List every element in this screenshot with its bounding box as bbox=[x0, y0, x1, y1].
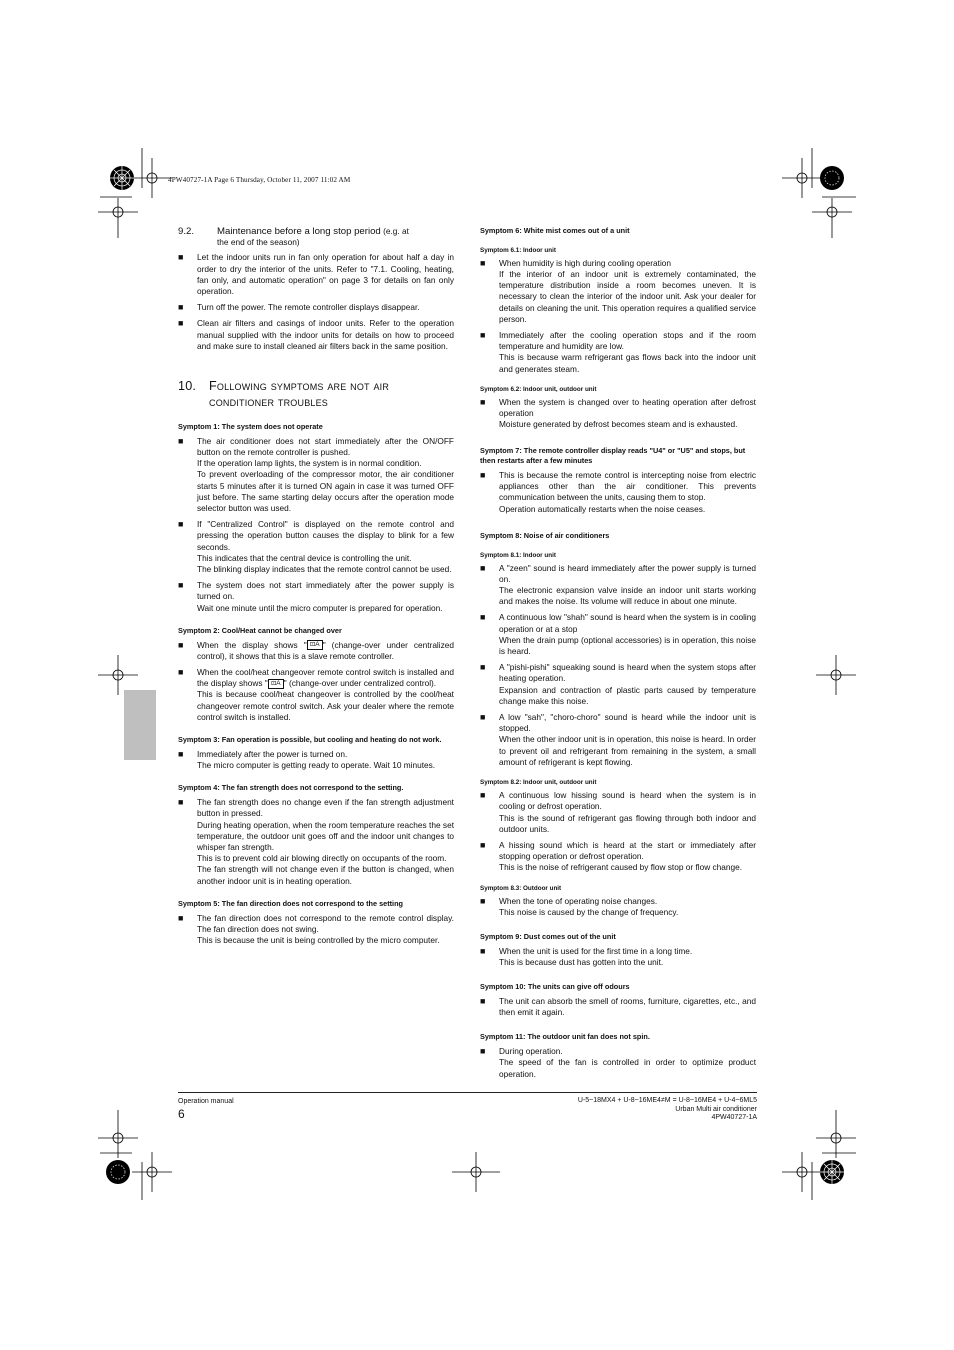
section-subtitle: (e.g. at bbox=[383, 226, 409, 236]
list-item: ■ Immediately after the power is turned on. The micro computer is getting ready to operate. Wait 10 minutes. bbox=[178, 748, 436, 771]
list-item: ■ The air conditioner does not start immediately after the ON/OFF button on the remote controller is pushed. If the operation lamp lights, the system is in normal condition. To prevent overloading of the compressor motor, the air conditioner starts 5 minutes after it is turned ON again in case it was turned OFF just before. The same starting delay occurs after the operation mode selector button was used. bbox=[178, 435, 454, 514]
page-number: 6 bbox=[178, 1107, 185, 1121]
list-item: ■ If "Centralized Control" is displayed on the remote control and pressing the operation button causes the display to blink for a few seconds. This indicates that the central device is controlling the unit. The blinking display indicates that the remote control cannot be used. bbox=[178, 519, 454, 575]
right-column bbox=[480, 226, 756, 1085]
symptom-8-2-title: Symptom 8.2: Indoor unit, outdoor unit bbox=[480, 779, 597, 787]
left-column bbox=[178, 226, 454, 951]
bullet-square-icon: ■ bbox=[178, 580, 184, 591]
symptom-9-title: Symptom 9: Dust comes out of the unit bbox=[480, 931, 616, 941]
list-item: ■ When the cool/heat changeover remote control switch is installed and the display shows " ⊡A " (change-over under centralized control). This is because cool/heat changeover is controlled by the cool/heat changeover remote control switch. Ask your dealer where the remote control switch is installed. bbox=[178, 667, 454, 722]
list-item: ■ The system does not start immediately after the power supply is turned on. Wait one minute until the micro computer is prepared for operation. bbox=[178, 580, 454, 613]
list-item: ■ The fan direction does not correspond to the remote control display. The fan direction does not swing. This is because the unit is being controlled by the micro computer. bbox=[178, 912, 454, 945]
list-item: ■ A continuous low "shah" sound is heard when the system is in cooling operation or at a stop When the drain pump (optional accessories) is in operation, this noise is heard. bbox=[480, 612, 756, 657]
section-title: Maintenance before a long stop period bbox=[217, 226, 381, 237]
footer-model-info bbox=[520, 1097, 757, 1123]
symptom-8-title: Symptom 8: Noise of air conditioners bbox=[480, 530, 610, 540]
list-item: ■ When the tone of operating noise changes. This noise is caused by the change of frequency. bbox=[480, 895, 679, 917]
footer-divider bbox=[178, 1092, 757, 1093]
symptom-3-title: Symptom 3: Fan operation is possible, but cooling and heating do not work. bbox=[178, 735, 442, 745]
bullet-square-icon: ■ bbox=[178, 797, 184, 808]
bullet-square-icon: ■ bbox=[480, 662, 486, 673]
list-item: ■ Clean air filters and casings of indoor units. Refer to the operation manual supplied with the indoor units for details on how to proceed and make sure to install cleaned air filters back in the same position. bbox=[178, 318, 454, 351]
footer-product-line: Urban Multi air conditioner bbox=[675, 1105, 757, 1113]
section-subtitle-cont: the end of the season) bbox=[217, 237, 300, 248]
bullet-square-icon: ■ bbox=[480, 612, 486, 623]
list-item: ■ A low "sah", "choro-choro" sound is heard while the indoor unit is stopped. When the other indoor unit is in operation, this noise is heard. In order to prevent oil and refrigerant from remaining in the system, a small amount of refrigerant is kept flowing. bbox=[480, 712, 756, 767]
section-number: 10. bbox=[178, 379, 197, 394]
bullet-square-icon: ■ bbox=[178, 748, 184, 759]
bullet-square-icon: ■ bbox=[178, 435, 184, 446]
bullet-square-icon: ■ bbox=[178, 302, 184, 313]
symptom-2-title: Symptom 2: Cool/Heat cannot be changed over bbox=[178, 625, 342, 635]
section-title-line2: conditioner troubles bbox=[209, 395, 329, 410]
section-9-2-heading bbox=[178, 226, 454, 248]
list-item: ■ The unit can absorb the smell of rooms, furniture, cigarettes, etc., and then emit it again. bbox=[480, 995, 756, 1018]
list-item: ■ A "pishi-pishi" squeaking sound is heard when the system stops after heating operation. Expansion and contraction of plastic parts caused by temperature change make this noise. bbox=[480, 662, 756, 706]
symptom-8-1-title: Symptom 8.1: Indoor unit bbox=[480, 551, 556, 559]
list-item: ■ The fan strength does no change even if the fan strength adjustment button in pressed. During heating operation, when the room temperature reaches the set temperature, the outdoor unit goes off and the indoor unit changes to whisper fan strength. This is to prevent cold air blowing directly on occupants of the room. The fan strength will not change even if the button is changed, when another indoor unit is in heating operation. bbox=[178, 797, 454, 886]
bullet-square-icon: ■ bbox=[178, 639, 184, 650]
section-number: 9.2. bbox=[178, 226, 195, 237]
print-header-stamp: 4PW40727-1A Page 6 Thursday, October 11, 2007 11:02 AM bbox=[168, 176, 351, 184]
symptom-10-title: Symptom 10: The units can give off odours bbox=[480, 982, 630, 992]
symptom-8-3-title: Symptom 8.3: Outdoor unit bbox=[480, 884, 562, 892]
bullet-square-icon: ■ bbox=[178, 252, 184, 263]
symptom-6-2-title: Symptom 6.2: Indoor unit, outdoor unit bbox=[480, 385, 597, 393]
list-item: ■ During operation. The speed of the fan is controlled in order to optimize product operation. bbox=[480, 1046, 756, 1079]
section-10-heading bbox=[178, 378, 454, 410]
centralized-control-display-icon: ⊡A bbox=[268, 679, 284, 689]
bullet-square-icon: ■ bbox=[480, 1046, 486, 1057]
list-item: ■ When the unit is used for the first time in a long time. This is because dust has gotten into the unit. bbox=[480, 945, 693, 967]
footer-model-line: U-5~18MX4 + U-8~16ME4≠M = U-8~16ME4 + U-4~6ML5 bbox=[577, 1097, 757, 1104]
list-item: ■ Immediately after the cooling operation stops and if the room temperature and humidity are low. This is because warm refrigerant gas flows back into the indoor unit and generates steam. bbox=[480, 330, 756, 374]
symptom-1-title: Symptom 1: The system does not operate bbox=[178, 422, 323, 432]
bullet-square-icon: ■ bbox=[480, 945, 486, 956]
bullet-square-icon: ■ bbox=[480, 396, 486, 407]
bullet-square-icon: ■ bbox=[178, 667, 184, 678]
list-item: ■ A "zeen" sound is heard immediately after the power supply is turned on. The electronic expansion valve inside an indoor unit starts working and makes the noise. Its volume will reduce in about one minute. bbox=[480, 562, 756, 607]
bullet-square-icon: ■ bbox=[480, 470, 486, 481]
symptom-7-title: Symptom 7: The remote controller display reads "U4" or "U5" and stops, but then restarts after a few minutes bbox=[480, 446, 746, 466]
bullet-square-icon: ■ bbox=[480, 895, 486, 906]
bullet-square-icon: ■ bbox=[178, 912, 184, 923]
list-item: ■ When the display shows " ⊡A " (change-over under centralized control), it shows that this is a slave remote controller. bbox=[178, 639, 455, 661]
footer-doc-code: 4PW40727-1A bbox=[711, 1114, 757, 1122]
chapter-tab-marker bbox=[124, 690, 156, 760]
symptom-5-title: Symptom 5: The fan direction does not correspond to the setting bbox=[178, 898, 404, 908]
symptom-11-title: Symptom 11: The outdoor unit fan does not spin. bbox=[480, 1032, 650, 1042]
bullet-square-icon: ■ bbox=[178, 318, 184, 329]
bullet-square-icon: ■ bbox=[480, 330, 486, 341]
list-item: ■ A continuous low hissing sound is heard when the system is in cooling or defrost operation. This is the sound of refrigerant gas flowing through both indoor and outdoor units. bbox=[480, 790, 756, 834]
list-item: ■ When the system is changed over to heating operation after defrost operation Moisture generated by defrost becomes steam and is exhausted. bbox=[480, 396, 756, 430]
symptom-6-1-title: Symptom 6.1: Indoor unit bbox=[480, 246, 556, 254]
bullet-square-icon: ■ bbox=[480, 790, 486, 801]
symptom-4-title: Symptom 4: The fan strength does not correspond to the setting. bbox=[178, 783, 404, 793]
symptom-6-title: Symptom 6: White mist comes out of a unit bbox=[480, 226, 630, 235]
centralized-control-display-icon: ⊡A bbox=[307, 640, 323, 650]
list-item: ■ When humidity is high during cooling operation If the interior of an indoor unit is extremely contaminated, the temperature distribution inside a room becomes uneven. It is necessary to clean the interior of the indoor unit. Ask your dealer for details on cleaning the unit. This operation requires a qualified service person. bbox=[480, 257, 756, 324]
list-item: ■ A hissing sound which is heard at the start or immediately after stopping operation or defrost operation. This is the noise of refrigerant caused by flow stop or flow change. bbox=[480, 839, 756, 873]
list-item: ■ This is because the remote control is intercepting noise from electric appliances other than the air conditioner. This prevents communication between the units, causing them to stop. Operation automatically restarts when the noise ceases. bbox=[480, 470, 756, 514]
bullet-square-icon: ■ bbox=[480, 257, 486, 268]
bullet-square-icon: ■ bbox=[480, 995, 486, 1006]
bullet-square-icon: ■ bbox=[178, 519, 184, 530]
footer-doc-label: Operation manual bbox=[178, 1098, 234, 1105]
bullet-square-icon: ■ bbox=[480, 839, 486, 850]
list-item: ■ Turn off the power. The remote controller displays disappear. bbox=[178, 302, 420, 313]
list-item: ■ Let the indoor units run in fan only operation for about half a day in order to dry the interior of the units. Refer to "7.1. Cooling, heating, fan only, and automatic operation" on page 3 for details on fan only operation. bbox=[178, 252, 454, 297]
bullet-square-icon: ■ bbox=[480, 562, 486, 573]
bullet-square-icon: ■ bbox=[480, 712, 486, 723]
section-title-line1: Following symptoms are not air bbox=[209, 379, 390, 394]
